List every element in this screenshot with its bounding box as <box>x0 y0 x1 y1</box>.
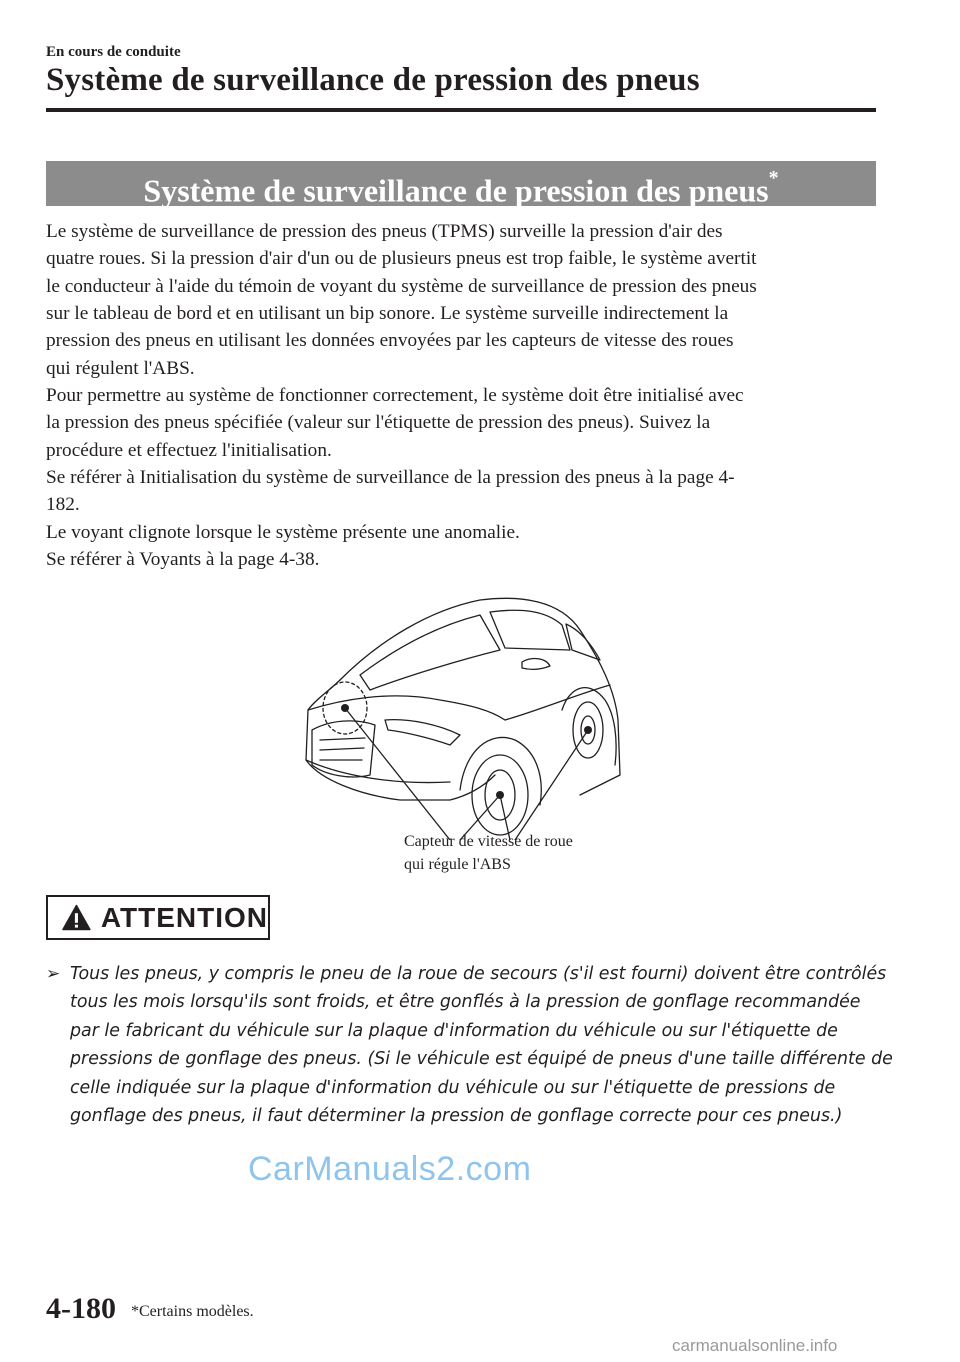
attention-line: tous les mois lorsqu'ils sont froids, et être gonflés à la pression de gonflage recommandée <box>70 992 861 1013</box>
watermark: CarManuals2.com <box>248 1150 532 1188</box>
body-line: 182. <box>46 494 80 516</box>
page-number: 4-180 <box>46 1292 116 1325</box>
body-line: Le système de surveillance de pression des pneus (TPMS) surveille la pression d'air des <box>46 221 723 242</box>
attention-text <box>46 960 893 1130</box>
section-title: Système de surveillance de pression des pneus <box>143 172 769 209</box>
body-line: le conducteur à l'aide du témoin de voyant du système de surveillance de pression des pneus <box>46 275 757 297</box>
figure-caption-line: Capteur de vitesse de roue <box>404 833 573 850</box>
body-line: quatre roues. Si la pression d'air d'un ou de plusieurs pneus est trop faible, le système avertit <box>46 248 757 270</box>
body-paragraphs <box>46 218 881 573</box>
warning-triangle-icon <box>62 904 91 931</box>
attention-label: ATTENTION <box>100 901 268 933</box>
body-line: qui régulent l'ABS. <box>46 357 195 379</box>
section-banner <box>46 161 876 209</box>
section-marker: * <box>768 167 779 189</box>
running-header: En cours de conduite <box>46 44 181 60</box>
chapter-title: Système de surveillance de pression des pneus <box>46 62 700 98</box>
attention-line-text: Tous les pneus, y compris le pneu de la roue de secours (s'il est fourni) doivent être contrôlés <box>70 964 887 984</box>
body-line: Le voyant clignote lorsque le système présente une anomalie. <box>46 521 520 543</box>
attention-line: celle indiquée sur la plaque d'information du véhicule ou sur l'étiquette de pressions de <box>70 1077 836 1098</box>
footnote: *Certains modèles. <box>131 1303 254 1320</box>
car-wheel-sensor-illustration <box>300 590 630 840</box>
body-line: pression des pneus en utilisant les données envoyées par les capteurs de vitesse des roues <box>46 330 734 352</box>
attention-box <box>46 895 270 940</box>
body-line: Se référer à Voyants à la page 4-38. <box>46 549 320 571</box>
header-divider <box>46 108 876 112</box>
attention-line <box>46 960 886 988</box>
body-line: sur le tableau de bord et en utilisant un bip sonore. Le système surveille indirectement la <box>46 303 729 325</box>
body-line: Se référer à Initialisation du système de surveillance de la pression des pneus à la page 4- <box>46 467 735 489</box>
arrow-bullet-icon: ➢ <box>46 964 61 984</box>
attention-line: gonflage des pneus, il faut déterminer la pression de gonflage correcte pour ces pneus.) <box>70 1106 843 1127</box>
attention-line: pressions de gonflage des pneus. (Si le véhicule est équipé de pneus d'une taille différente de <box>70 1049 893 1070</box>
body-line: procédure et effectuez l'initialisation. <box>46 439 332 461</box>
body-line: Pour permettre au système de fonctionner correctement, le système doit être initialisé avec <box>46 385 744 407</box>
source-watermark: carmanualsonline.info <box>672 1336 838 1355</box>
figure-caption <box>404 830 573 876</box>
figure-caption-line: qui régule l'ABS <box>404 856 511 873</box>
attention-line: par le fabricant du véhicule sur la plaque d'information du véhicule ou sur l'étiquette de <box>70 1020 838 1041</box>
body-line: la pression des pneus spécifiée (valeur sur l'étiquette de pression des pneus). Suivez la <box>46 412 711 434</box>
